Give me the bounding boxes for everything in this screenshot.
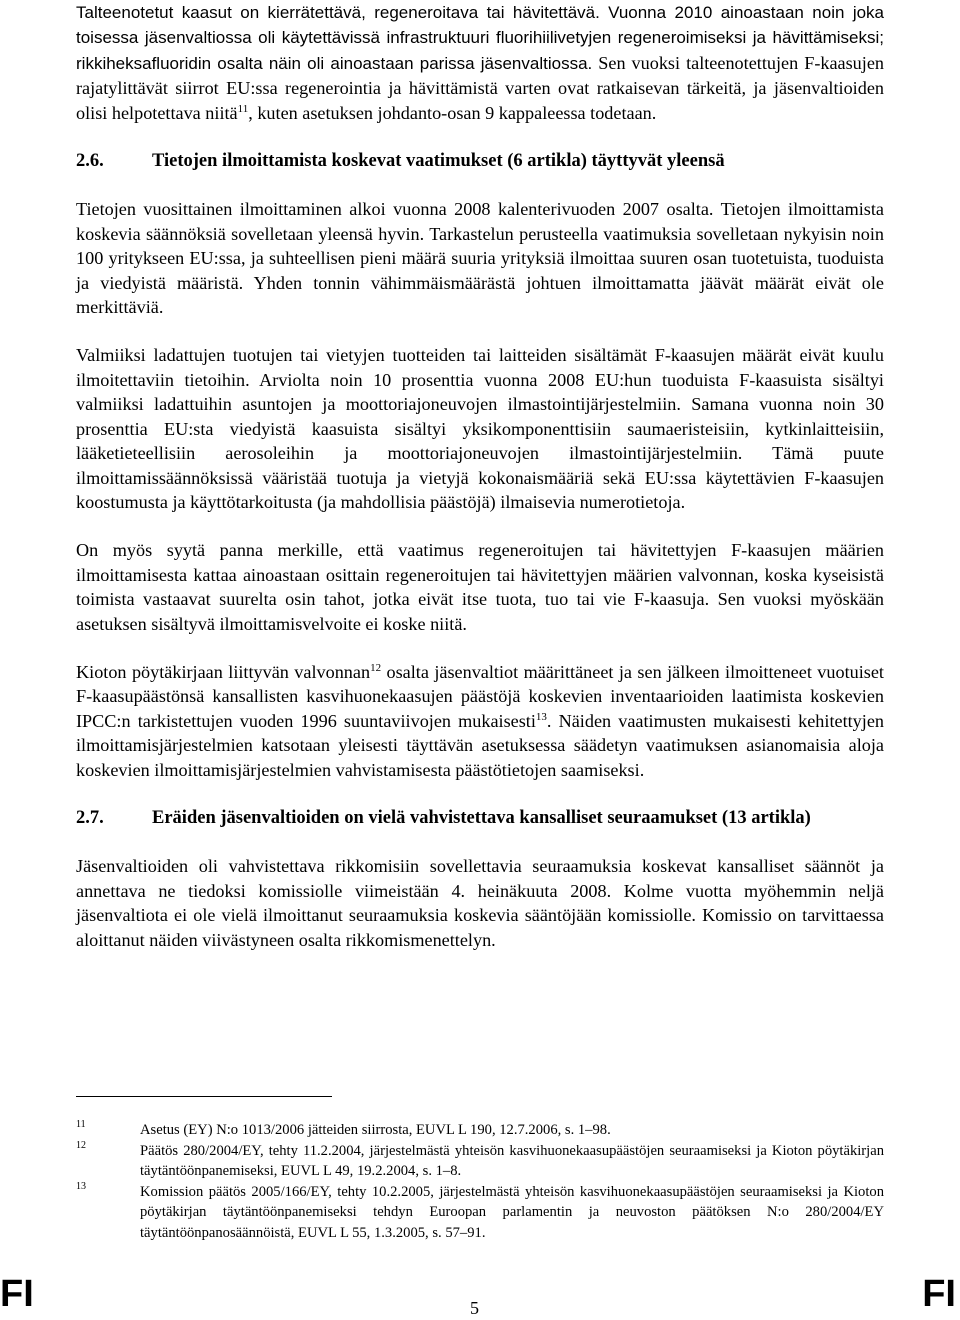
paragraph-regenerated-quantities: On myös syytä panna merkille, että vaatimus regeneroitujen tai hävitettyjen F-kaasujen määrien ilmoittamisesta kattaa ainoastaan osittain regeneroitujen tai hävitettyjen määrien valvonnan, koska kyseisistä toimista vastaavat suurelta osin tahot, jotka eivät itse tuota, tuo tai vie F-kaasuja. Sen vuoksi myöskään asetuksen sisältyvä ilmoittamisvelvoite ei koske niitä. [76, 540, 884, 634]
section-number: 2.6. [76, 151, 104, 172]
section-heading-2-6 [76, 149, 884, 173]
footnote-ref-13[interactable]: 13 [535, 710, 547, 723]
paragraph-kyoto-end: . Näiden vaatimusten mukaisesti kehitettyjen ilmoittamisjärjestelmien katsotaan yleisesti täyttävän asetuksessa säädetyn vaatimuksen asianomaisia aloja koskevien ilmoittamisjärjestelmien vahvistamisesta päästötietojen saamiseksi. [76, 710, 884, 780]
paragraph-kyoto-start: Kioton pöytäkirjaan liittyvän valvonnan [76, 661, 371, 682]
footnote-number: 12 [76, 1139, 86, 1151]
footer-language-code-right: FI [922, 1273, 956, 1315]
footnote-12 [76, 1141, 884, 1182]
paragraph-penalties: Jäsenvaltioiden oli vahvistettava rikkomisiin sovellettavia seuraamuksia koskevat kansalliset säännöt ja annettava ne tiedoksi komissiolle viimeistään 4. heinäkuuta 2008. Kolme vuotta myöhemmin neljä jäsenvaltiota ei ole vielä ilmoittanut seuraamuksia koskevia sääntöjään komissiolle. Komissio on tarvittaessa aloittanut näiden viivästyneen osalta rikkomismenettelyn. [76, 856, 884, 950]
section-title: Tietojen ilmoittamista koskevat vaatimukset (6 artikla) täyttyvät yleensä [152, 151, 725, 172]
paragraph-kyoto-monitoring [76, 660, 884, 782]
paragraph-reporting: Tietojen vuosittainen ilmoittaminen alkoi vuonna 2008 kalenterivuoden 2007 osalta. Tietojen ilmoittamista koskevia säännöksiä sovelletaan yleensä hyvin. Tarkastelun perusteella vaatimuksia sovelletaan nykyisin noin 100 yritykseen EU:ssa, ja suhteellisen pieni määrä suuria yrityksiä ilmoittaa suuren osan tuotetuista, tuoduista ja viedyistä määristä. Yhden tonnin vähimmäismäärästä johtuen ilmoittamatta jäävät määrät eivät ole merkittäviä. [76, 199, 884, 318]
section-heading-2-7 [76, 806, 884, 830]
paragraph-recycling-end: , kuten asetuksen johdanto-osan 9 kappaleessa todetaan. [248, 102, 657, 123]
section-title: Eräiden jäsenvaltioiden on vielä vahvistettava kansalliset seuraamukset (13 artikla) [152, 807, 811, 828]
footnote-number: 13 [76, 1180, 86, 1192]
footnote-13 [76, 1182, 884, 1244]
footnote-ref-11[interactable]: 11 [237, 102, 249, 115]
paragraph-preloaded-products: Valmiiksi ladattujen tuotujen tai vietyjen tuotteiden tai laitteiden sisältämät F-kaasujen määrät eivät kuulu ilmoitettaviin tietoihin. Arviolta noin 10 prosenttia vuonna 2008 EU:hun tuoduista F-kaasuista sisältyi valmiiksi ladattuihin asuntojen ja moottoriajoneuvojen ilmastointijärjestelmiin. Samana vuonna noin 30 prosenttia EU:sta viedyistä kaasuista sisältyi yksikomponenttisiin saumaeristeisiin, kytkinlaitteisiin, lääketieteellisiin aerosoleihin ja moottoriajoneuvojen ilmastointijärjestelmiin. Tämä puute ilmoittamissäännöksissä vääristää tuotuja ja vietyjä kokonaismääriä sekä EU:ssa käytettävien F-kaasujen koostumusta ja käyttötarkoitusta (ja mahdollisia päästöjä) ilmaisevia numerotietoja. [76, 345, 884, 512]
document-body [76, 0, 884, 952]
paragraph-recycling [76, 0, 884, 125]
footnote-text: Komission päätös 2005/166/EY, tehty 10.2.2005, järjestelmästä yhteisön kasvihuonekaasupäästöjen seuraamiseksi ja Kioton pöytäkirjan täytäntöönpanemiseksi tehdyn Euroopan parlamentin ja neuvoston päätöksen N:o 280/2004/EY täytäntöönpanosäännöistä, EUVL L 55, 1.3.2005, s. 57–91. [140, 1183, 884, 1241]
footnote-text: Asetus (EY) N:o 1013/2006 jätteiden siirrosta, EUVL L 190, 12.7.2006, s. 1–98. [140, 1122, 611, 1138]
paragraph-recycling-intro: Talteenotetut kaasut on kierrätettävä, regeneroitava tai hävitettävä. [76, 3, 600, 22]
footer-language-code-left: FI [0, 1273, 34, 1315]
footnote-number: 11 [76, 1119, 86, 1130]
footnotes [76, 1120, 884, 1243]
footnote-separator [76, 1096, 332, 1097]
paragraph-recycling-infrastructure: Vuonna 2010 ainoastaan noin joka toisessa jäsenvaltiossa oli käytettävissä infrastruktuuri fluorihiilivetyjen regeneroimiseksi ja hävittämiseksi; rikkiheksafluoridin osalta näin oli ainoastaan parissa jäsenvaltiossa. [76, 3, 885, 73]
section-number: 2.7. [76, 807, 104, 828]
footnote-text: Päätös 280/2004/EY, tehty 11.2.2004, järjestelmästä yhteisön kasvihuonekaasupäästöjen seuraamiseksi ja Kioton pöytäkirjan täytäntöönpanemiseksi, EUVL L 49, 19.2.2004, s. 1–8. [140, 1142, 884, 1179]
footnote-ref-12[interactable]: 12 [370, 661, 382, 674]
footnote-11 [76, 1120, 884, 1141]
paragraph-kyoto-middle: osalta jäsenvaltiot määrittäneet ja sen jälkeen ilmoitteneet vuotuiset F-kaasupäästönsä kansallisten kasvihuonekaasujen päästöjä koskevien inventaarioiden laatimista koskevien IPCC:n tarkistettujen vuoden 1996 suuntaviivojen mukaisesti [76, 661, 884, 731]
paragraph-recycling-shipments: Sen vuoksi talteenotettujen F-kaasujen rajatylittävät siirrot EU:ssa regenerointia ja hävittämistä varten ovat ratkaisevan tärkeitä, ja jäsenvaltioiden olisi helpotettava niitä [76, 52, 885, 123]
page-number: 5 [470, 1298, 479, 1318]
